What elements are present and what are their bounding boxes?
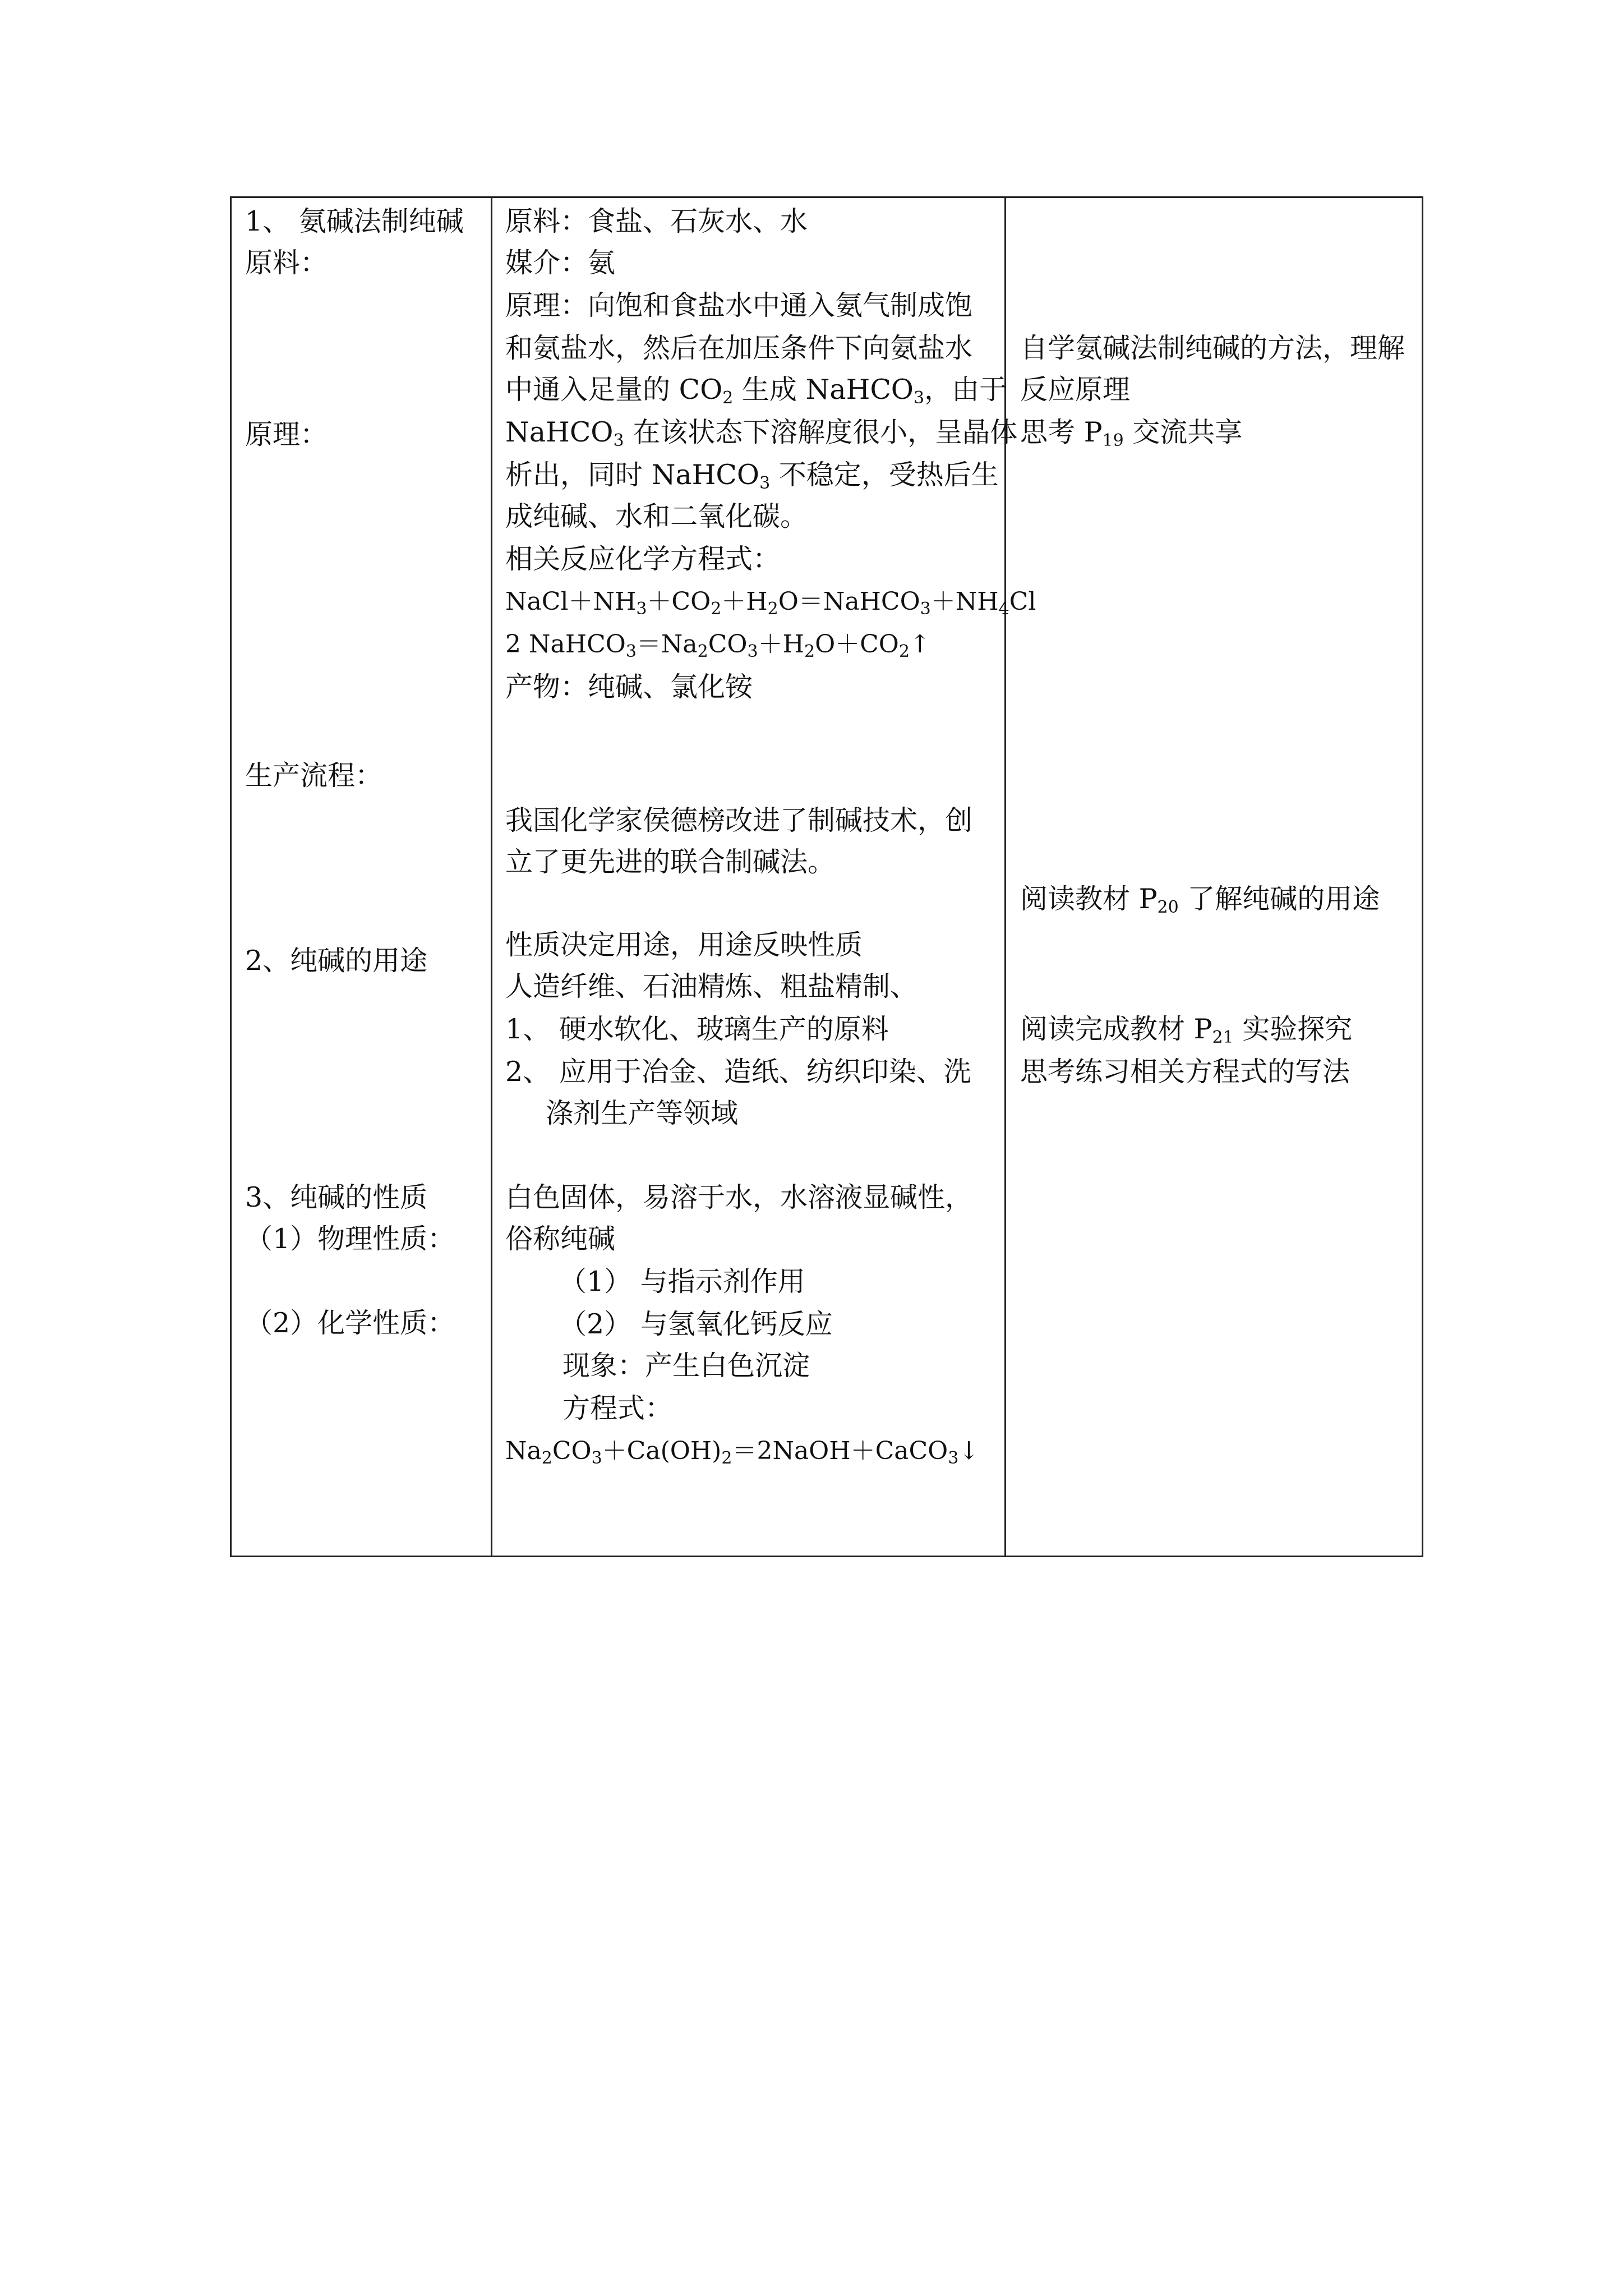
self-study-line-2: 反应原理 bbox=[1020, 374, 1131, 406]
label-principle: 原理： bbox=[245, 418, 328, 450]
hou-line-1: 我国化学家侯德榜改进了制碱技术，创 bbox=[505, 804, 973, 836]
lesson-table bbox=[230, 196, 1423, 1557]
use-line-3: 1、 硬水软化、玻璃生产的原料 bbox=[505, 1013, 889, 1045]
heading-properties: 3、纯碱的性质 bbox=[245, 1181, 428, 1213]
physical-line-2: 俗称纯碱 bbox=[505, 1223, 616, 1255]
hou-line-2: 立了更先进的联合制碱法。 bbox=[505, 846, 836, 878]
heading-uses: 2、纯碱的用途 bbox=[245, 945, 428, 977]
label-chemical: （2）化学性质： bbox=[245, 1307, 455, 1339]
medium-text: 媒介：氨 bbox=[505, 247, 616, 279]
principle-line-5: 析出，同时 NaHCO$_3$ 不稳定，受热后生 bbox=[505, 459, 999, 493]
principle-line-6: 成纯碱、水和二氧化碳。 bbox=[505, 500, 808, 532]
chemical-item-1: （1） 与指示剂作用 bbox=[559, 1266, 805, 1297]
products-text: 产物：纯碱、氯化铵 bbox=[505, 671, 753, 703]
read-uses: 阅读教材 $P_{20}$ 了解纯碱的用途 bbox=[1020, 883, 1380, 917]
equation-2: 2 $NaHCO_3=Na_2CO_3+H_2O+CO_2↑$ bbox=[505, 630, 930, 661]
raw-materials-text: 原料：食盐、石灰水、水 bbox=[505, 205, 808, 237]
label-physical: （1）物理性质： bbox=[245, 1223, 455, 1255]
equation-1: $NaCl+NH_3+CO_2+H_2O=NaHCO_3+NH_4Cl$ bbox=[505, 587, 1036, 619]
label-process: 生产流程： bbox=[245, 760, 383, 792]
principle-line-1: 原理：向饱和食盐水中通入氨气制成饱 bbox=[505, 289, 973, 321]
phenomenon-text: 现象：产生白色沉淀 bbox=[562, 1350, 810, 1382]
read-experiment: 阅读完成教材 $P_{21}$ 实验探究 bbox=[1020, 1013, 1353, 1047]
use-line-2: 人造纤维、石油精炼、粗盐精制、 bbox=[505, 970, 918, 1002]
chemical-item-2: （2） 与氢氧化钙反应 bbox=[559, 1308, 833, 1340]
think-exchange: 思考 $P_{19}$ 交流共享 bbox=[1020, 416, 1243, 450]
equation-3: $Na_2CO_3+Ca(OH)_2=2NaOH+CaCO_3↓$ bbox=[505, 1437, 980, 1468]
heading-ammonia-soda: 1、 氨碱法制纯碱 bbox=[245, 205, 464, 237]
physical-line-1: 白色固体，易溶于水，水溶液显碱性， bbox=[505, 1181, 973, 1213]
practice-equations: 思考练习相关方程式的写法 bbox=[1020, 1056, 1350, 1088]
principle-line-2: 和氨盐水，然后在加压条件下向氨盐水 bbox=[505, 332, 973, 364]
use-line-4: 2、 应用于冶金、造纸、纺织印染、洗 bbox=[505, 1056, 971, 1088]
content-column bbox=[491, 198, 1036, 1556]
use-line-1: 性质决定用途，用途反映性质 bbox=[505, 929, 863, 961]
label-raw-material: 原料： bbox=[245, 247, 328, 279]
use-line-5: 涤剂生产等领域 bbox=[546, 1097, 739, 1129]
equation-label-2: 方程式： bbox=[562, 1392, 673, 1424]
principle-line-4: NaHCO$_3$ 在该状态下溶解度很小，呈晶体 bbox=[505, 416, 1018, 450]
topic-column bbox=[232, 198, 491, 1556]
self-study-line-1: 自学氨碱法制纯碱的方法，理解 bbox=[1020, 332, 1405, 364]
activity-column bbox=[1004, 198, 1422, 1556]
equation-label: 相关反应化学方程式： bbox=[505, 543, 781, 575]
principle-line-3: 中通入足量的 $CO_2$ 生成 NaHCO$_3$，由于 bbox=[505, 374, 1007, 408]
